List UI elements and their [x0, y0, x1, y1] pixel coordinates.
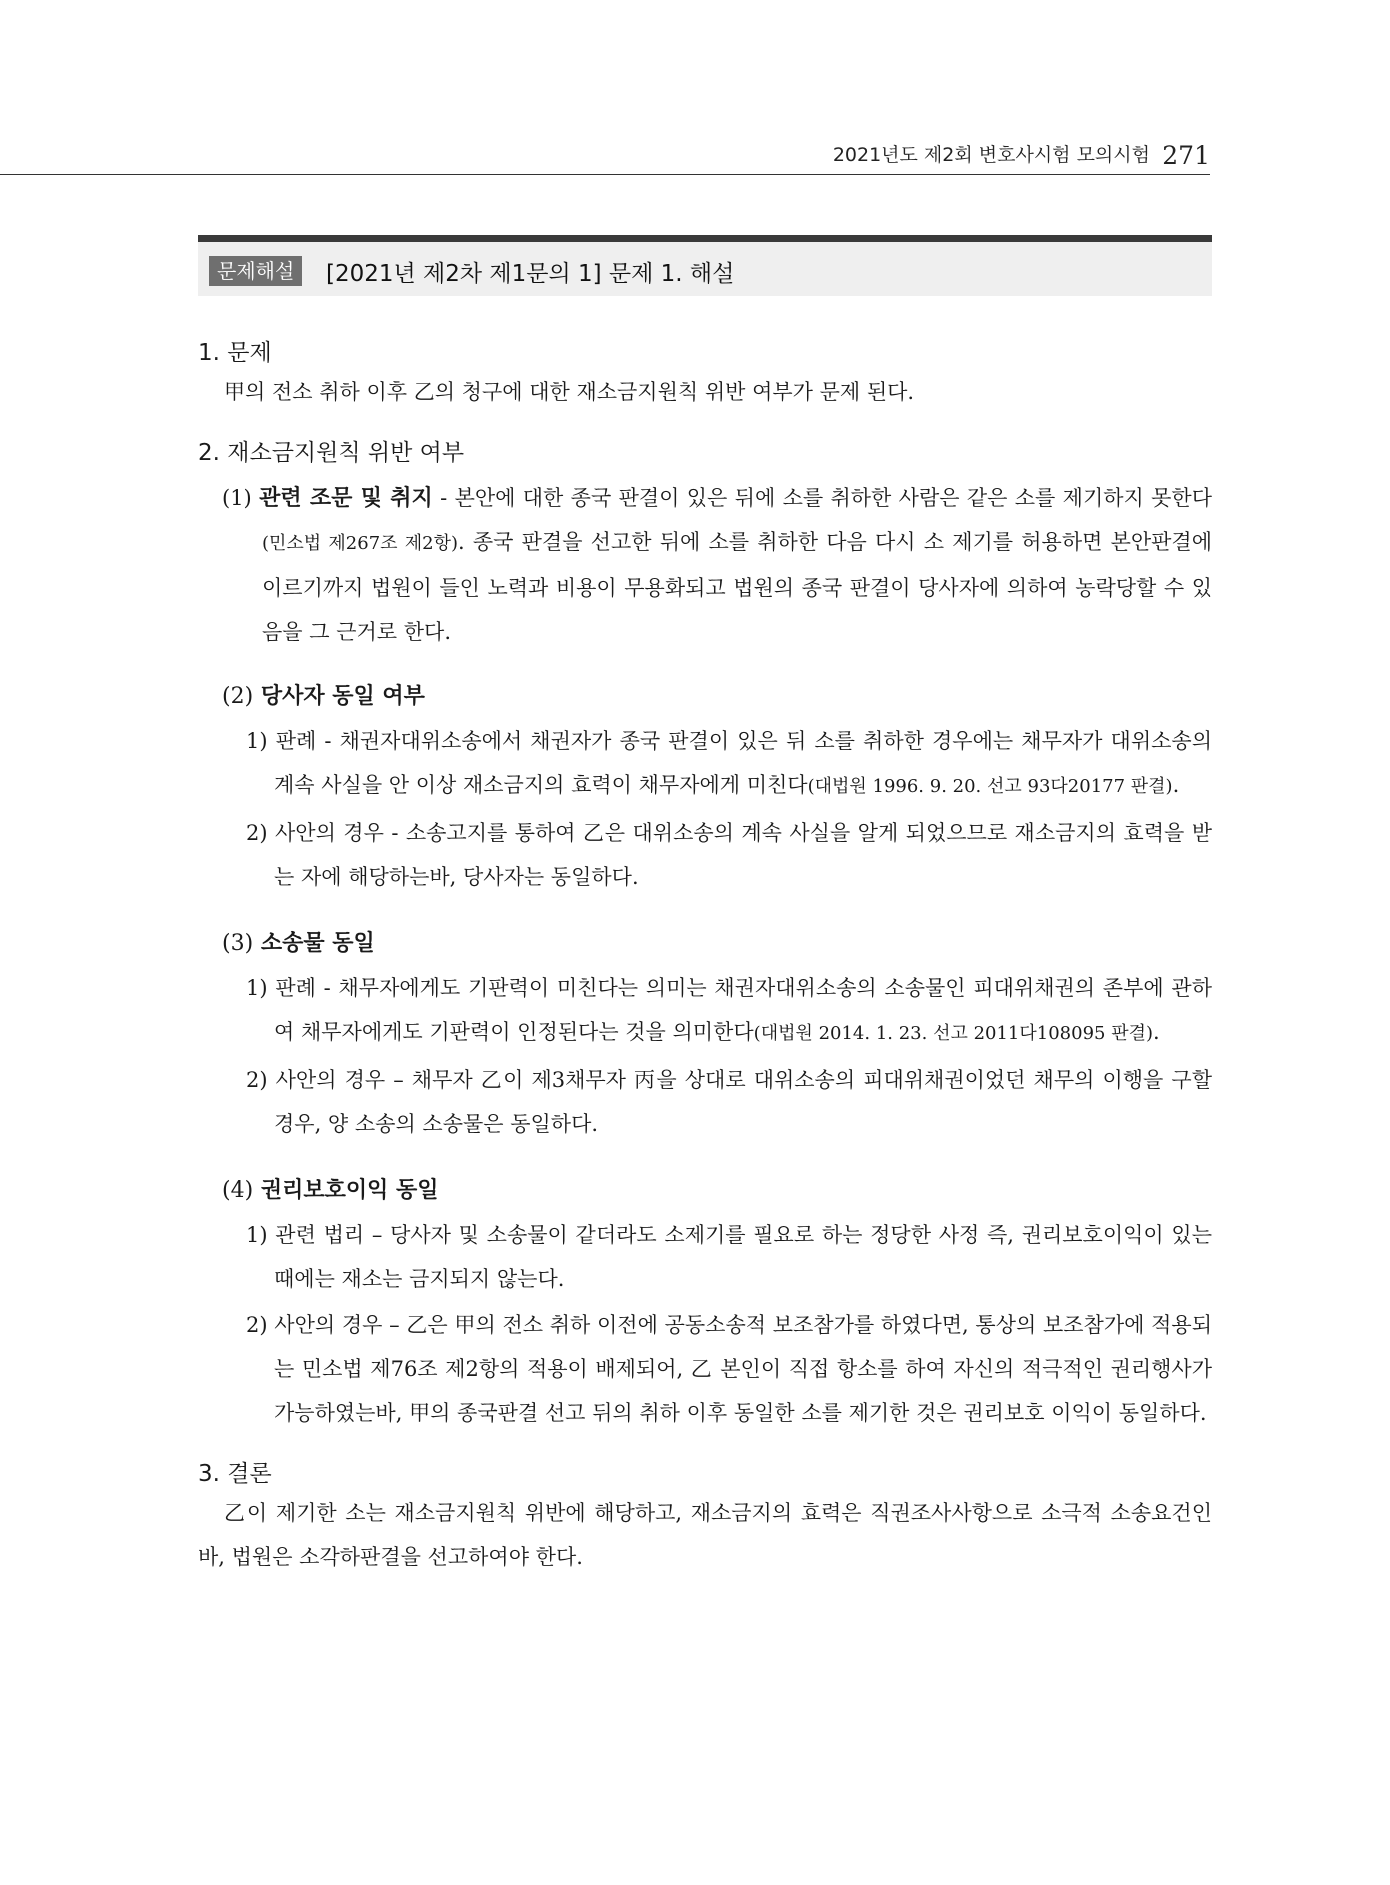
item-number: 2): [246, 821, 268, 845]
running-header-title: 2021년도 제2회 변호사시험 모의시험: [832, 144, 1150, 166]
text: 사안의 경우 – 채무자 乙이 제3채무자 丙을 상대로 대위소송의 피대위채권이었던 채무의 이행을 구할 경우, 양 소송의 소송물은 동일하다.: [274, 1068, 1212, 1136]
running-header: [0, 138, 1210, 175]
text: .: [1153, 1020, 1160, 1044]
list-item: [246, 719, 1212, 809]
paragraph: [222, 476, 1212, 654]
subsection-title: [222, 674, 1212, 719]
subsection-party: [222, 674, 1212, 899]
item-number: 1): [246, 1223, 268, 1247]
text: 판례 - 채무자에게도 기판력이 미친다는 의미는 채권자대위소송의 소송물인 피대위채권의 존부에 관하여 채무자에게도 기판력이 인정된다는 것을 의미한다: [274, 976, 1212, 1044]
document-body: [198, 336, 1212, 1601]
citation: (민소법 제267조 제2항): [262, 533, 459, 554]
section-problem: [198, 336, 1212, 414]
text: 사안의 경우 - 소송고지를 통하여 乙은 대위소송의 계속 사실을 알게 되었으므로 재소금지의 효력을 받는 자에 해당하는바, 당사자는 동일하다.: [274, 821, 1213, 889]
section-heading: [2021년 제2차 제1문의 1] 문제 1. 해설: [326, 261, 735, 287]
item-number: 1): [246, 976, 268, 1000]
item-number: 2): [246, 1068, 268, 1092]
item-number: 1): [246, 729, 268, 753]
list-item: [246, 1058, 1212, 1146]
subsection-provision: [222, 476, 1212, 654]
subsection-number: (3): [222, 931, 254, 956]
subsection-title: [222, 1168, 1212, 1213]
section-title: 3. 결론: [198, 1461, 272, 1487]
subsection-label: 소송물 동일: [260, 930, 375, 956]
subsection-number: (1): [222, 486, 252, 510]
subsection-number: (2): [222, 684, 254, 709]
section-title: 1. 문제: [198, 340, 272, 366]
section-conclusion: [198, 1457, 1212, 1579]
paragraph: 甲의 전소 취하 이후 乙의 청구에 대한 재소금지원칙 위반 여부가 문제 된다.: [224, 380, 915, 404]
text: 관련 법리 – 당사자 및 소송물이 같더라도 소제기를 필요로 하는 정당한 사정 즉, 권리보호이익이 있는 때에는 재소는 금지되지 않는다.: [274, 1223, 1212, 1291]
section-analysis: [198, 436, 1212, 1435]
page-number: 271: [1162, 141, 1210, 170]
subsection-interest: [222, 1168, 1212, 1435]
subsection-subject: [222, 921, 1212, 1146]
item-number: 2): [246, 1313, 268, 1337]
text: 사안의 경우 – 乙은 甲의 전소 취하 이전에 공동소송적 보조참가를 하였다면, 통상의 보조참가에 적용되는 민소법 제76조 제2항의 적용이 배제되어, 乙 본인이 직접 항소를 하여 자신의 적극적인 권리행사가 가능하였는바, 甲의 종국판결 선고 뒤의 취하 이후 동일한 소를 제기한 것은 권리보호 이익이 동일하다.: [274, 1313, 1212, 1425]
text: . 종국 판결을 선고한 뒤에 소를 취하한 다음 다시 소 제기를 허용하면 본안판결에 이르기까지 법원이 들인 노력과 비용이 무용화되고 법원의 종국 판결이 당사자에 의하여 농락당할 수 있음을 그 근거로 한다.: [262, 530, 1212, 644]
subsection-label: 권리보호이익 동일: [260, 1177, 439, 1203]
section-banner: [198, 235, 1212, 296]
subsection-label: 당사자 동일 여부: [260, 683, 425, 709]
text: .: [1172, 773, 1180, 797]
text: 판례 - 채권자대위소송에서 채권자가 종국 판결이 있은 뒤 소를 취하한 경우에는 채무자가 대위소송의 계속 사실을 안 이상 재소금지의 효력이 채무자에게 미친다: [274, 729, 1212, 797]
list-item: [246, 1303, 1212, 1435]
section-title: 2. 재소금지원칙 위반 여부: [198, 440, 465, 466]
text: - 본안에 대한 종국 판결이 있은 뒤에 소를 취하한 사람은 같은 소를 제기하지 못한다: [432, 486, 1212, 510]
citation: (대법원 2014. 1. 23. 선고 2011다108095 판결): [753, 1023, 1154, 1044]
citation: (대법원 1996. 9. 20. 선고 93다20177 판결): [807, 776, 1173, 797]
list-item: [246, 811, 1212, 899]
subsection-number: (4): [222, 1178, 254, 1203]
subsection-lead: 관련 조문 및 취지: [259, 485, 433, 511]
list-item: [246, 1213, 1212, 1301]
section-tag: 문제해설: [209, 256, 302, 286]
list-item: [246, 966, 1212, 1056]
subsection-title: [222, 921, 1212, 966]
paragraph: 乙이 제기한 소는 재소금지원칙 위반에 해당하고, 재소금지의 효력은 직권조사사항으로 소극적 소송요건인바, 법원은 소각하판결을 선고하여야 한다.: [198, 1501, 1212, 1569]
